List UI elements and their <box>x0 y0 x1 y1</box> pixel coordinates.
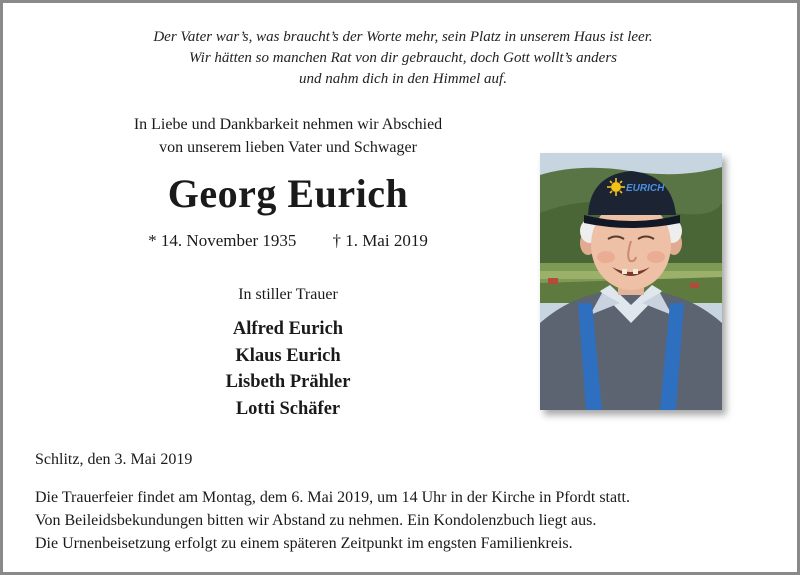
family-list <box>63 316 513 422</box>
closing-line: Die Urnenbeisetzung erfolgt zu einem späteren Zeitpunkt im engsten Familienkreis. <box>35 535 573 552</box>
deceased-name: Georg Eurich <box>167 171 409 216</box>
farewell-intro <box>63 113 513 159</box>
cap-logo-text: EURICH <box>626 183 665 194</box>
mourning-label: In stiller Trauer <box>238 286 338 303</box>
portrait-illustration <box>540 153 722 410</box>
life-dates <box>63 229 513 253</box>
death-date: † 1. Mai 2019 <box>332 231 428 250</box>
poem-line: und nahm dich in den Himmel auf. <box>299 71 507 87</box>
family-member: Lisbeth Prähler <box>225 372 351 392</box>
birth-date: * 14. November 1935 <box>148 231 297 250</box>
poem-line: Der Vater war’s, was braucht’s der Worte mehr, sein Platz in unserem Haus ist leer. <box>153 29 653 45</box>
family-member: Alfred Eurich <box>232 319 344 339</box>
closing-line: Die Trauerfeier findet am Montag, dem 6. Mai 2019, um 14 Uhr in der Kirche in Pfordt statt. <box>35 489 630 506</box>
portrait-photo <box>540 153 722 410</box>
family-member: Klaus Eurich <box>235 345 341 366</box>
poem-line: Wir hätten so manchen Rat von dir gebraucht, doch Gott wollt’s anders <box>188 50 618 66</box>
place-and-date: Schlitz, den 3. Mai 2019 <box>35 451 193 468</box>
memorial-poem <box>3 27 800 90</box>
closing-line: Von Beileidsbekundungen bitten wir Abstand zu nehmen. Ein Kondolenzbuch liegt aus. <box>35 512 597 529</box>
funeral-information <box>35 486 785 555</box>
family-member: Lotti Schäfer <box>235 398 341 419</box>
intro-line: In Liebe und Dankbarkeit nehmen wir Abschied <box>133 116 443 133</box>
intro-line: von unserem lieben Vater und Schwager <box>159 139 417 156</box>
